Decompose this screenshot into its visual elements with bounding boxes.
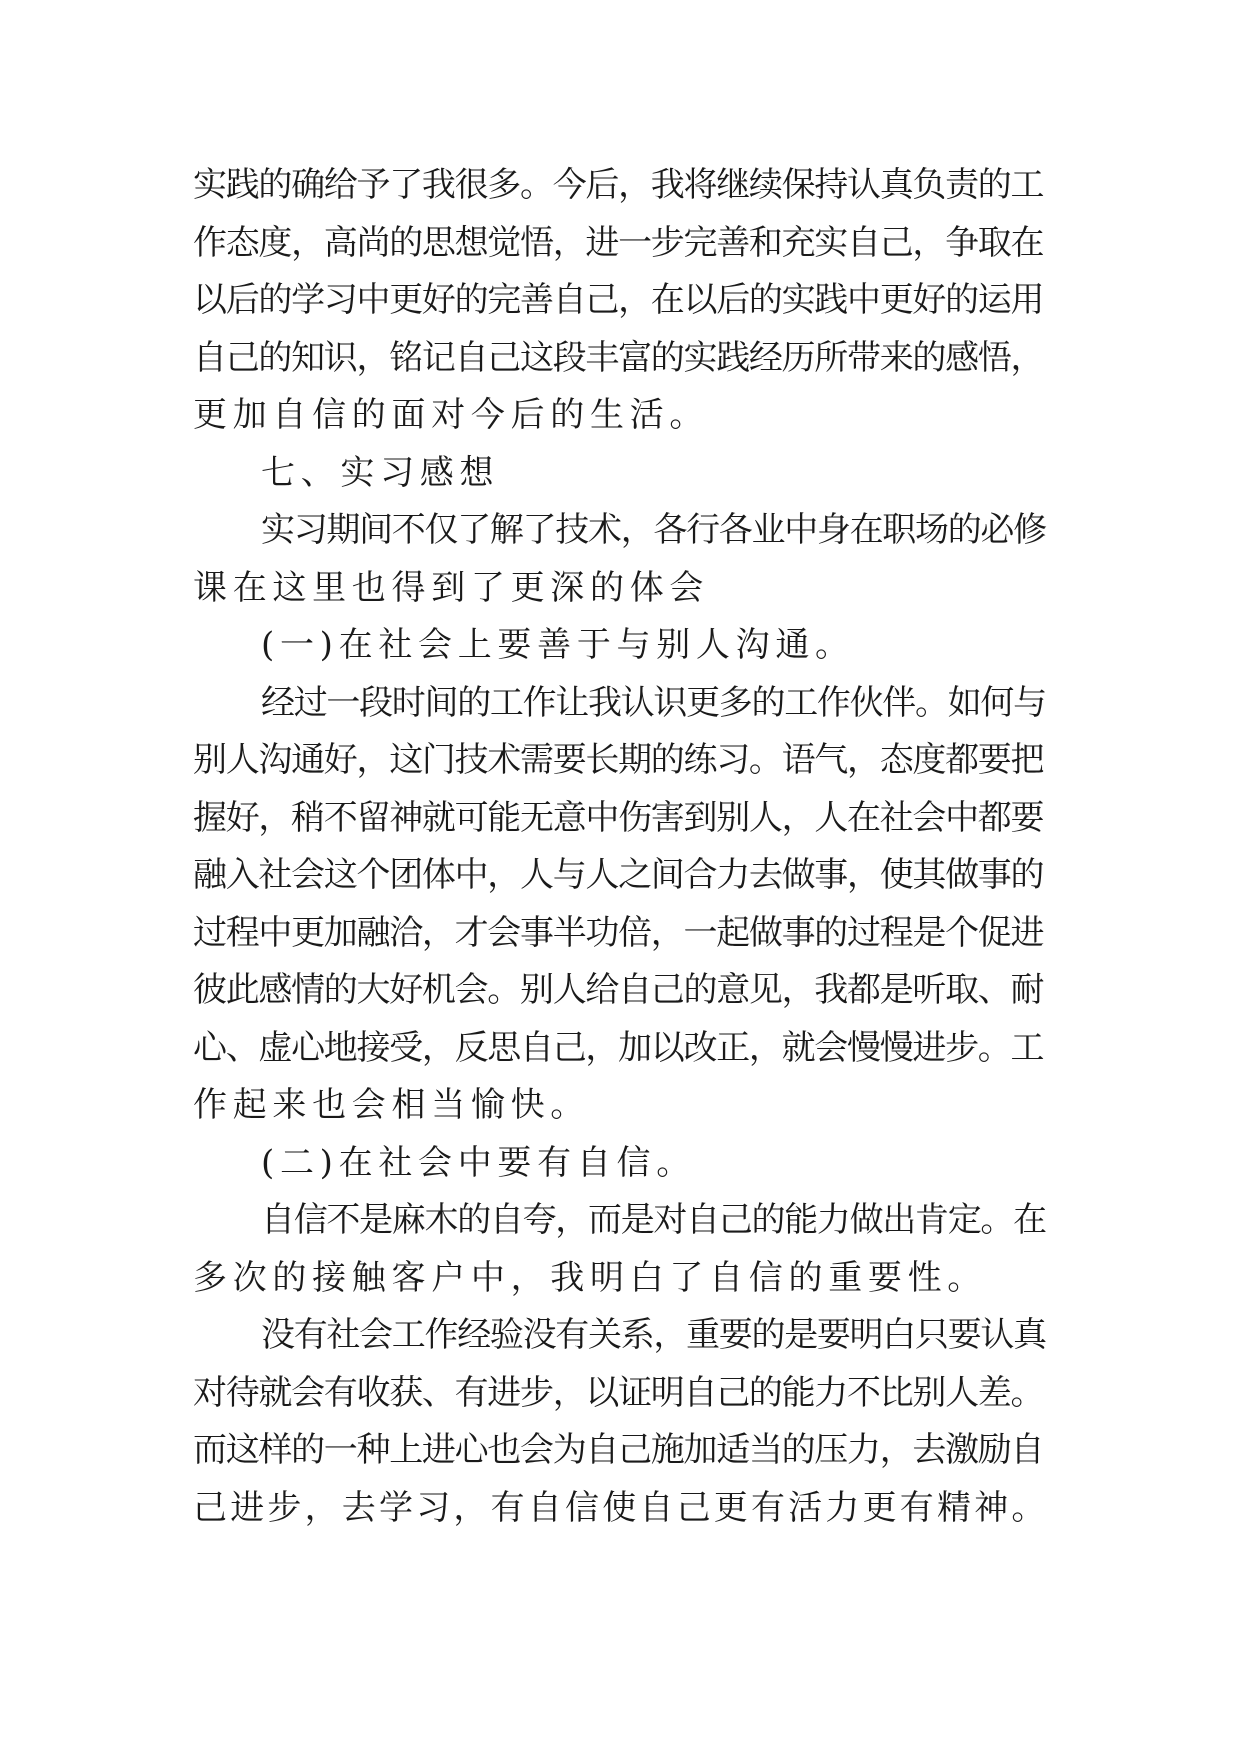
text-line: (二)在社会中要有自信。: [261, 1142, 696, 1183]
document-body: [193, 157, 1049, 1537]
text-line: 握好，稍不留神就可能无意中伤害到别人，人在社会中都要: [193, 797, 1044, 838]
text-line: (一)在社会上要善于与别人沟通。: [261, 625, 855, 665]
text-line: 作态度，高尚的思想觉悟，进一步完善和充实自己，争取在: [193, 222, 1044, 263]
text-line: 没有社会工作经验没有关系，重要的是要明白只要认真: [261, 1315, 1046, 1355]
paragraph: [193, 157, 1049, 445]
text-line: 课在这里也得到了更深的体会: [193, 567, 710, 608]
paragraph: [193, 1307, 1049, 1537]
text-line: 多次的接触客户中，我明白了自信的重要性。: [193, 1257, 987, 1298]
paragraph: [193, 1135, 1049, 1193]
text-line: 自信不是麻木的自夸，而是对自己的能力做出肯定。在: [261, 1200, 1046, 1240]
text-line: 己进步，去学习，有自信使自己更有活力更有精神。: [193, 1487, 1049, 1528]
text-line: 实习期间不仅了解了技术，各行各业中身在职场的必修: [261, 510, 1046, 550]
paragraph: [193, 445, 1049, 503]
text-line: 别人沟通好，这门技术需要长期的练习。语气，态度都要把: [193, 740, 1044, 780]
text-line: 更加自信的面对今后的生活。: [193, 395, 710, 435]
text-line: 七、实习感想: [261, 452, 500, 493]
text-line: 融入社会这个团体中，人与人之间合力去做事，使其做事的: [193, 855, 1044, 895]
paragraph: [193, 617, 1049, 675]
text-line: 作起来也会相当愉快。: [193, 1085, 590, 1125]
text-line: 经过一段时间的工作让我认识更多的工作伙伴。如何与: [261, 682, 1046, 723]
text-line: 对待就会有收获、有进步，以证明自己的能力不比别人差。: [193, 1372, 1044, 1413]
paragraph: [193, 675, 1049, 1135]
text-line: 实践的确给予了我很多。今后，我将继续保持认真负责的工: [193, 165, 1044, 205]
paragraph: [193, 1192, 1049, 1307]
text-line: 心、虚心地接受，反思自己，加以改正，就会慢慢进步。工: [193, 1027, 1044, 1068]
paragraph: [193, 502, 1049, 617]
text-line: 以后的学习中更好的完善自己，在以后的实践中更好的运用: [193, 280, 1044, 320]
text-line: 而这样的一种上进心也会为自己施加适当的压力，去激励自: [193, 1430, 1044, 1470]
text-line: 过程中更加融洽，才会事半功倍，一起做事的过程是个促进: [193, 912, 1044, 953]
text-line: 彼此感情的大好机会。别人给自己的意见，我都是听取、耐: [193, 970, 1044, 1010]
text-line: 自己的知识，铭记自己这段丰富的实践经历所带来的感悟，: [193, 337, 1044, 378]
